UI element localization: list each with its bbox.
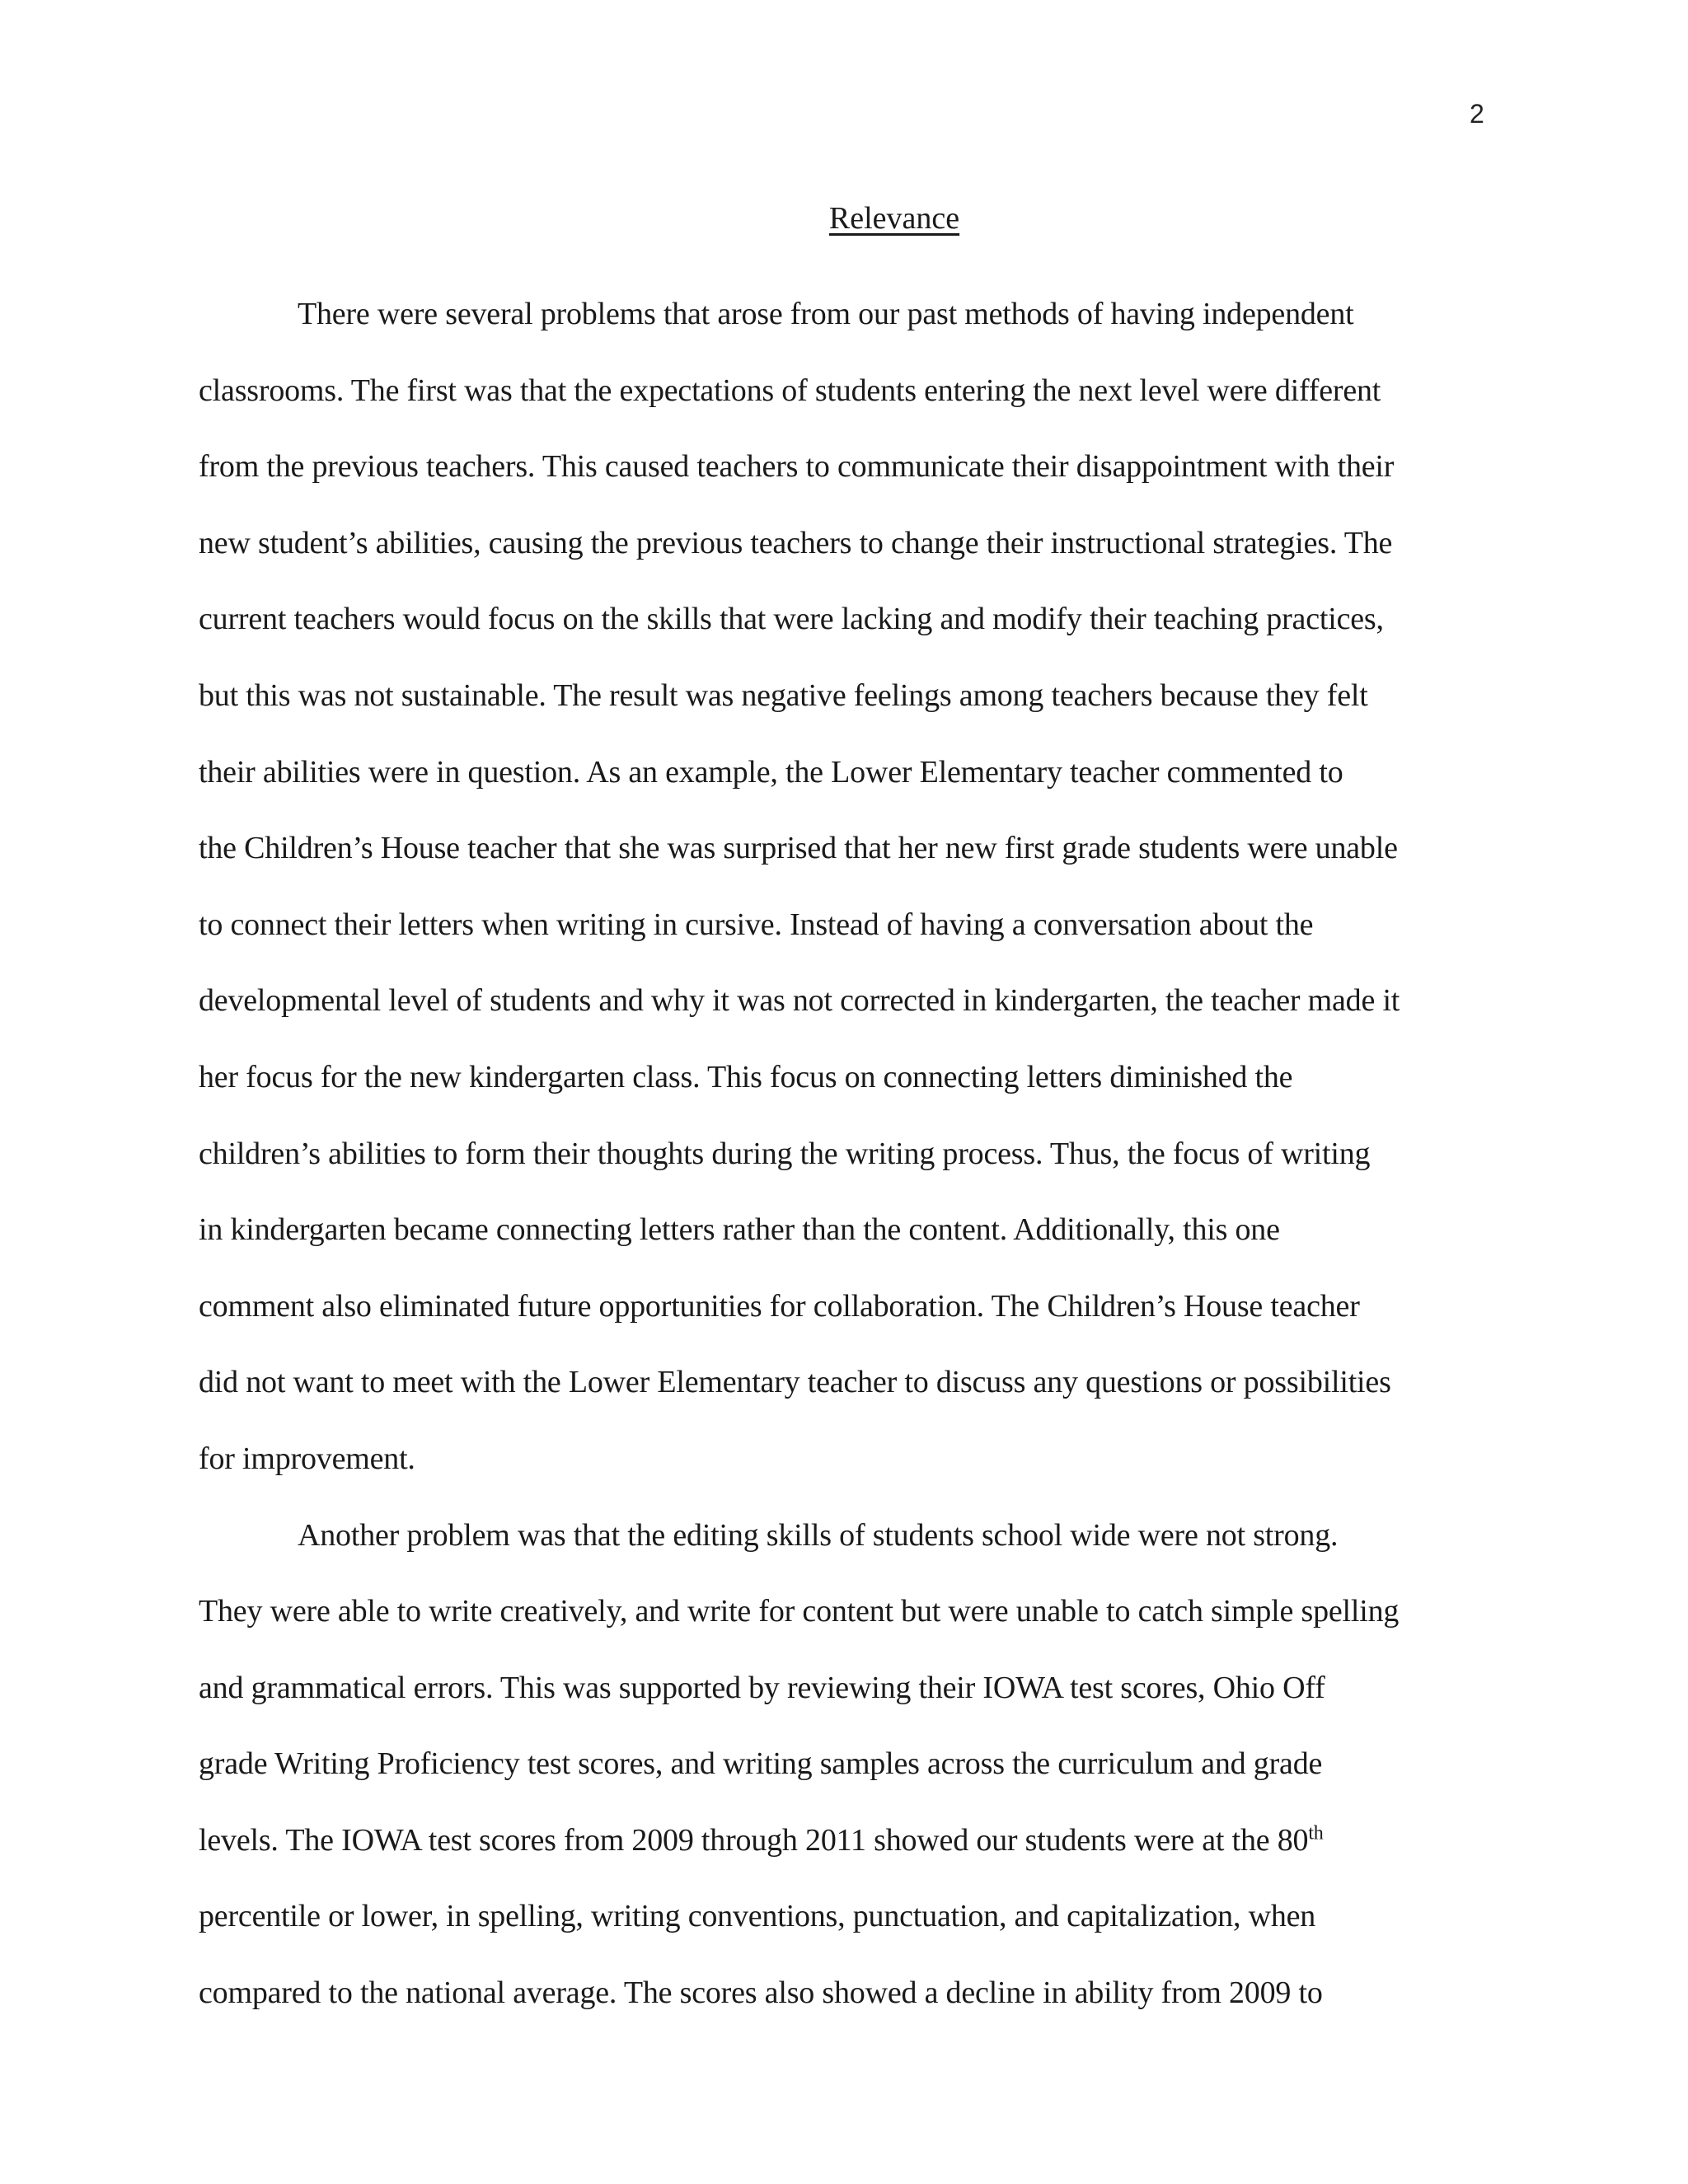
- paragraph-1-line-15: did not want to meet with the Lower Elementary teacher to discuss any questions or possibilities: [199, 1365, 1391, 1400]
- paragraph-2-line-6: percentile or lower, in spelling, writing conventions, punctuation, and capitalization, when: [199, 1899, 1316, 1934]
- paragraph-1-line-11: her focus for the new kindergarten class. This focus on connecting letters diminished the: [199, 1059, 1293, 1094]
- paragraph-1-line-2: classrooms. The first was that the expectations of students entering the next level were different: [199, 373, 1381, 408]
- paragraph-1-line-1: There were several problems that arose from our past methods of having independent: [298, 297, 1354, 331]
- paragraph-1-line-12: children’s abilities to form their thoughts during the writing process. Thus, the focus of writing: [199, 1136, 1371, 1171]
- paragraph-2-line-5-text: levels. The IOWA test scores from 2009 through 2011 showed our students were at the 80: [199, 1822, 1309, 1858]
- paragraph-2-line-5: [199, 1821, 1491, 1898]
- paragraph-1-line-5: current teachers would focus on the skills that were lacking and modify their teaching practices,: [199, 602, 1384, 637]
- paragraph-2-line-7: compared to the national average. The scores also showed a decline in ability from 2009 to: [199, 1975, 1323, 2011]
- body-text: [199, 295, 1491, 2050]
- paragraph-1-line-16: for improvement.: [199, 1441, 415, 1476]
- paragraph-1-line-3: from the previous teachers. This caused teachers to communicate their disappointment with their: [199, 449, 1395, 485]
- ordinal-superscript: th: [1308, 1822, 1324, 1844]
- paragraph-1-line-14: comment also eliminated future opportunities for collaboration. The Children’s House teacher: [199, 1288, 1360, 1324]
- paragraph-2-line-1: Another problem was that the editing skills of students school wide were not strong.: [298, 1517, 1339, 1553]
- paragraph-2-line-4: grade Writing Proficiency test scores, and writing samples across the curriculum and grade: [199, 1746, 1323, 1782]
- paragraph-1-line-10: developmental level of students and why it was not corrected in kindergarten, the teacher made it: [199, 983, 1400, 1019]
- paragraph-1-line-7: their abilities were in question. As an example, the Lower Elementary teacher commented to: [199, 754, 1343, 790]
- paragraph-1-line-6: but this was not sustainable. The result was negative feelings among teachers because they felt: [199, 677, 1368, 713]
- paragraph-1-line-13: in kindergarten became connecting letters rather than the content. Additionally, this one: [199, 1212, 1280, 1248]
- paragraph-2-line-2: They were able to write creatively, and write for content but were unable to catch simple spelling: [199, 1594, 1400, 1629]
- paragraph-1-line-9: to connect their letters when writing in cursive. Instead of having a conversation about the: [199, 907, 1314, 942]
- section-title: Relevance: [828, 201, 960, 236]
- paragraph-1-line-8: the Children’s House teacher that she was surprised that her new first grade students were unable: [199, 831, 1398, 866]
- page-number: 2: [1470, 99, 1484, 129]
- paragraph-1-line-4: new student’s abilities, causing the previous teachers to change their instructional strategies. The: [199, 525, 1393, 560]
- paragraph-2-line-3: and grammatical errors. This was supported by reviewing their IOWA test scores, Ohio Off: [199, 1670, 1325, 1705]
